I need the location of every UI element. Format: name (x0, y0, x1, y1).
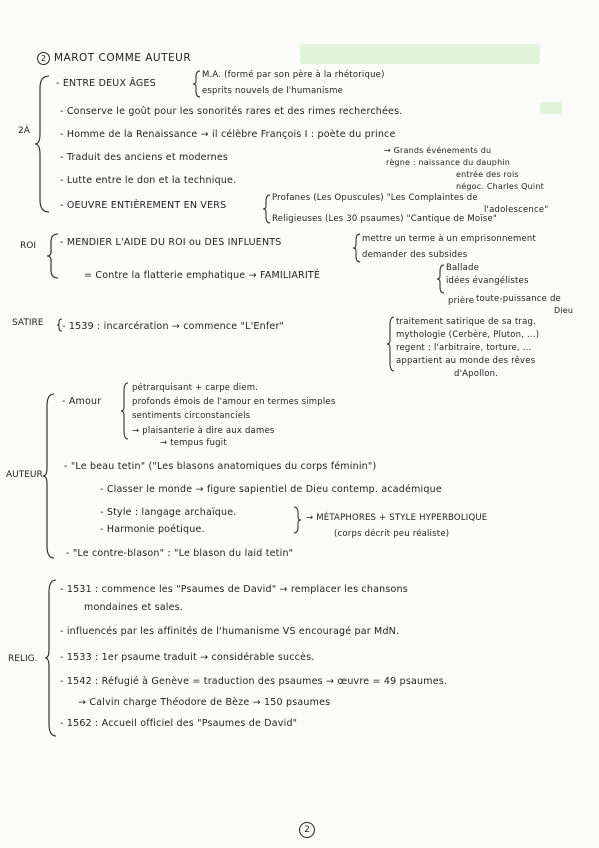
note-line: - Classer le monde → figure sapientiel de Dieu contemp. académique (100, 484, 442, 495)
note-subline: Ballade (446, 263, 479, 273)
section-label-satire: SATIRE (12, 318, 44, 328)
note-line: - Traduit des anciens et modernes (60, 152, 229, 163)
note-line: - Conserve le goût pour les sonorités rares et des rimes recherchées. (60, 106, 403, 117)
note-subline: négoc. Charles Quint (456, 182, 544, 191)
note-line: - ENTRE DEUX ÂGES (56, 78, 156, 89)
note-subline: appartient au monde des rêves (396, 356, 536, 366)
section-label-auteur: AUTEUR (6, 470, 43, 480)
note-subline: → tempus fugit (160, 438, 227, 448)
note-subline: prière (448, 296, 475, 306)
sub-brace (262, 194, 272, 224)
note-subline: esprits nouvels de l'humanisme (202, 86, 344, 96)
note-subline: M.A. (formé par son père à la rhétorique) (202, 70, 385, 80)
note-subline: traitement satirique de sa trag. (396, 317, 536, 327)
highlight-mark (540, 102, 562, 114)
note-subline: (corps décrit peu réaliste) (334, 529, 450, 539)
note-subline: sentiments circonstanciels (132, 411, 251, 421)
section-number-badge: 2 (37, 52, 50, 65)
sub-brace (352, 233, 362, 263)
note-line: mondaines et sales. (84, 602, 184, 613)
note-line: - influencés par les affinités de l'humanisme VS encouragé par MdN. (60, 626, 400, 637)
note-subline: toute-puissance de (476, 294, 561, 304)
section-title: MAROT COMME AUTEUR (54, 52, 192, 64)
note-subline: l'adolescence" (484, 205, 549, 215)
sub-brace (436, 264, 446, 294)
note-line: - "Le contre-blason" : "Le blason du laid tetin" (66, 548, 294, 559)
note-subline: Profanes (Les Opuscules) "Les Complaintes de (272, 193, 478, 203)
note-line: - "Le beau tetin" ("Les blasons anatomiques du corps féminin") (64, 461, 377, 472)
note-line: - MENDIER L'AIDE DU ROI ou DES INFLUENTS (60, 237, 282, 248)
note-line: - Amour (62, 396, 102, 407)
note-subline: demander des subsides (362, 250, 468, 260)
note-line: - Style : langage archaïque. (100, 507, 237, 518)
note-subline: pétrarquisant + carpe diem. (132, 383, 259, 393)
section-label-relig: RELIG. (8, 654, 38, 664)
brace-auteur (42, 392, 56, 560)
note-subline: mettre un terme à un emprisonnement (362, 234, 537, 244)
note-line: = Contre la flatterie emphatique → FAMILIARITÉ (84, 270, 321, 281)
sub-brace (192, 70, 202, 98)
note-line: - 1562 : Accueil officiel des "Psaumes de David" (60, 718, 298, 729)
note-subline: mythologie (Cerbère, Pluton, ...) (396, 330, 540, 340)
note-subline: regent : l'arbitraire, torture, ... (396, 343, 532, 353)
note-subline: Religieuses (Les 30 psaumes) "Cantique de Moïse" (272, 214, 498, 224)
note-line: → Calvin charge Théodore de Bèze → 150 psaumes (78, 697, 331, 708)
note-line: - Homme de la Renaissance → il célèbre François I : poète du prince (60, 129, 396, 140)
note-line: - 1531 : commence les "Psaumes de David" → remplacer les chansons (60, 584, 408, 595)
note-line: - 1542 : Réfugié à Genève = traduction des psaumes → œuvre = 49 psaumes. (60, 676, 448, 687)
note-line: - 1533 : 1er psaume traduit → considérable succès. (60, 652, 315, 663)
note-subline: → MÉTAPHORES + STYLE HYPERBOLIQUE (306, 513, 488, 523)
note-subline: idées évangélistes (446, 276, 529, 286)
brace-roi (46, 232, 60, 280)
brace-2a (34, 74, 52, 214)
highlight-mark (300, 44, 540, 64)
note-subline: entrée des rois (456, 170, 519, 179)
note-subline: → plaisanterie à dire aux dames (132, 426, 275, 436)
note-subline: profonds émois de l'amour en termes simples (132, 397, 336, 407)
sub-brace-right (292, 506, 302, 534)
brace-relig (44, 578, 58, 738)
note-line: - Lutte entre le don et la technique. (60, 175, 237, 186)
section-label-roi: ROI (20, 241, 36, 251)
note-subline: → Grands événements du (384, 146, 492, 155)
page-number: 2 (299, 822, 315, 838)
note-subline: règne : naissance du dauphin (386, 158, 511, 167)
note-line: - OEUVRE ENTIÈREMENT EN VERS (60, 200, 227, 211)
note-subline: d'Apollon. (454, 369, 499, 379)
sub-brace (120, 382, 130, 440)
section-label-2a: 2À (18, 126, 30, 136)
note-line: - Harmonie poétique. (100, 524, 205, 535)
note-line: - 1539 : incarcération → commence "L'Enfer" (62, 321, 285, 332)
sub-brace (386, 316, 396, 372)
note-subline: Dieu (554, 306, 574, 315)
